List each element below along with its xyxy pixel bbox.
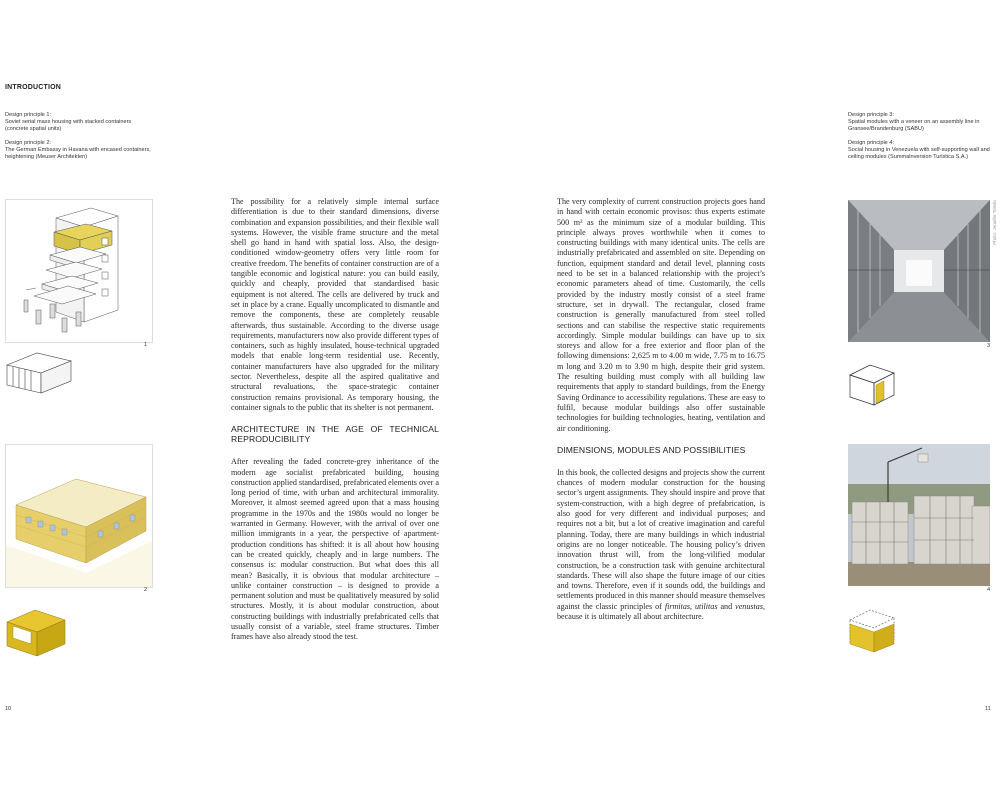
figure-number-2: 2	[144, 587, 148, 593]
figure-number-4: 4	[987, 587, 991, 593]
body-paragraph: The possibility for a relatively simple internal surface differentiation is due to their standard dimensions, diverse combination and expansion possibilities, and their flexible wall systems. However, the visible frame structure and the metal shell go hand in hand with spatial loss. Also, the design-conditioned window-geometry offers very little room for creative freedom. The benefits of container construction are of a tangible economic and logistical nature: you can build easily, quickly and cheaply, provided that standardised basic equipment is not altered. The cells are delivered by truck and set in place by a crane. Equally uncomplicated to dismantle and remove the components, these are completely reusable afterwards, thus sustainable. According to the diverse usage requirements, manufacturers now also provide different types of containers, such as highly insulated, house-technical upgraded models that enable long-term residential use. Recently, container manufacturers have also upgraded for the military sector. Nevertheless, despite all the aspired qualitative and structural revaluations, the space-strategic container construction remains provisional. As temporary housing, the container signals to the public that its shelter is not permanent.	[231, 197, 439, 412]
caption-design-principle-2	[5, 140, 155, 161]
photo-credit: Photo: Jennifer Toledo	[992, 200, 997, 245]
module-outline-figure	[848, 355, 898, 407]
page-number-right: 11	[985, 706, 991, 712]
body-paragraph: After revealing the faded concrete-grey inheritance of the modern age socialist prefabricated building, housing construction applied standardised, prefabricated elements over a long period of time, with urban and architectural immorality. Moreover, it almost seemed agreed upon that a mass housing programme in the 1970s and the 1980s would no longer be warranted in Germany. However, with the arrival of over one million immigrants in a year, the perspective of apartment-production conditions has shifted: it is all about how housing can be created quickly, cheaply and in large numbers. The consensus is: modular construction. But what does this all mean? Basically, it is obvious that modular architecture – unlike container construction – is designed to provide a permanent solution and must be qualitatively measured by solid structures. Mostly, it is about modular construction, about constructing buildings with industrially prefabricated cells that usually consist of a variable, steel frame structures. Timber frames have also already stood the test.	[231, 457, 439, 642]
body-text: , because it is ultimately all about architecture.	[557, 601, 766, 621]
caption-design-principle-4	[848, 140, 998, 161]
caption-title: Design principle 2:	[5, 140, 52, 146]
module-dashed-drawing	[848, 600, 898, 654]
figure-2-embassy-rendering	[5, 444, 153, 588]
figure-number-3: 3	[987, 343, 991, 349]
caption-title: Design principle 4:	[848, 140, 895, 146]
stacked-containers-drawing	[6, 200, 152, 342]
caption-design-principle-1	[5, 112, 155, 133]
section-heading: DIMENSIONS, MODULES AND POSSIBILITIES	[557, 444, 746, 455]
figure-1-stacked-containers	[5, 199, 153, 343]
page-number-left: 10	[5, 706, 12, 712]
caption-text: Soviet serial mass housing with stacked containers (concrete spatial units)	[5, 119, 132, 132]
body-column-left	[231, 197, 439, 643]
container-outline-drawing	[5, 347, 75, 395]
body-column-right	[557, 197, 765, 622]
body-text: In this book, the collected designs and projects show the current chances of modern modular construction for the housing sector’s urgent assignments. They should inspire and prove that system-construction, with a high degree of prefabrication, is also good for very different and individual purposes; and requires not a bit, but a lot of creative imagination and careful planning. Today, there are many buildings in which industrial origins are no longer noticeable. The housing policy’s driven innovation thrust will, from the long-vilified modular construction, be a construction task with genuine architectural standards. These will also shape the future image of our cities and towns. Therefore, even if it sounds odd, the buildings and settlements produced in this manner should measure themselves against the classic principles of	[557, 467, 765, 611]
embassy-rendering-drawing	[6, 445, 152, 587]
module-dashed-figure	[848, 600, 898, 654]
figure-4-social-housing-photo	[848, 444, 990, 586]
figure-number-1: 1	[144, 342, 148, 348]
caption-title: Design principle 1:	[5, 112, 52, 118]
term-firmitas: firmitas	[664, 601, 691, 611]
caption-text: Social housing in Venezuela with self-supporting wall and ceiling modules (Summalnversion Turistica S.A.)	[848, 147, 990, 160]
term-venustas: venustas	[735, 601, 763, 611]
section-label: INTRODUCTION	[5, 84, 62, 91]
separator: and	[717, 601, 736, 611]
assembly-line-drawing	[848, 200, 990, 342]
caption-title: Design principle 3:	[848, 112, 895, 118]
module-outline-drawing	[848, 355, 898, 407]
body-paragraph	[557, 468, 765, 622]
figure-3-assembly-line-photo	[848, 200, 990, 342]
yellow-container-drawing	[5, 600, 69, 658]
caption-text: The German Embassy in Havana with encased containers, heightening (Meuser Architekten)	[5, 147, 151, 160]
social-housing-drawing	[848, 444, 990, 586]
yellow-container-figure	[5, 600, 69, 658]
section-heading: ARCHITECTURE IN THE AGE OF TECHNICAL REPRODUCIBILITY	[231, 424, 439, 445]
container-outline-figure	[5, 347, 75, 395]
body-paragraph: The very complexity of current construction projects goes hand in hand with certain economic provisos: thus experts estimate 500 m² as the minimum size of a modular building. This principle always proves worthwhile when it comes to constructing buildings with many identical units. The cells are industrially prefabricated and assembled on site. Depending on function, equipment standard and detail level, planning costs need to be set in a balanced relationship with the project’s economic parameters ahead of time. Customarily, the cells provided by the industry mostly consist of a steel frame structure, set in drywall. The rectangular, closed frame construction is generally manufactured from steel rolled sections and can stabilise the respective static requirements accordingly. Simple modular buildings can have up to six storeys and allow for a free exterior and floor plan of the following dimensions: 2,625 m to 4.00 m wide, 7.75 m to 16.75 m long and 3.20 m to 3.90 m high, despite their grid system. The resulting building must comply with all building law requirements that apply to standard buildings, from the Energy Saving Ordinance to accessibility regulations. These are easy to fulfil, because modular buildings also offer sustainable technologies for building technologies, heating, ventilation and air conditioning.	[557, 197, 765, 433]
term-utilitas: utilitas	[695, 601, 718, 611]
separator: ,	[690, 601, 695, 611]
caption-text: Spatial modules with a veneer on an assembly line in Gransee/Brandenburg (SABU)	[848, 119, 980, 132]
caption-design-principle-3	[848, 112, 998, 133]
